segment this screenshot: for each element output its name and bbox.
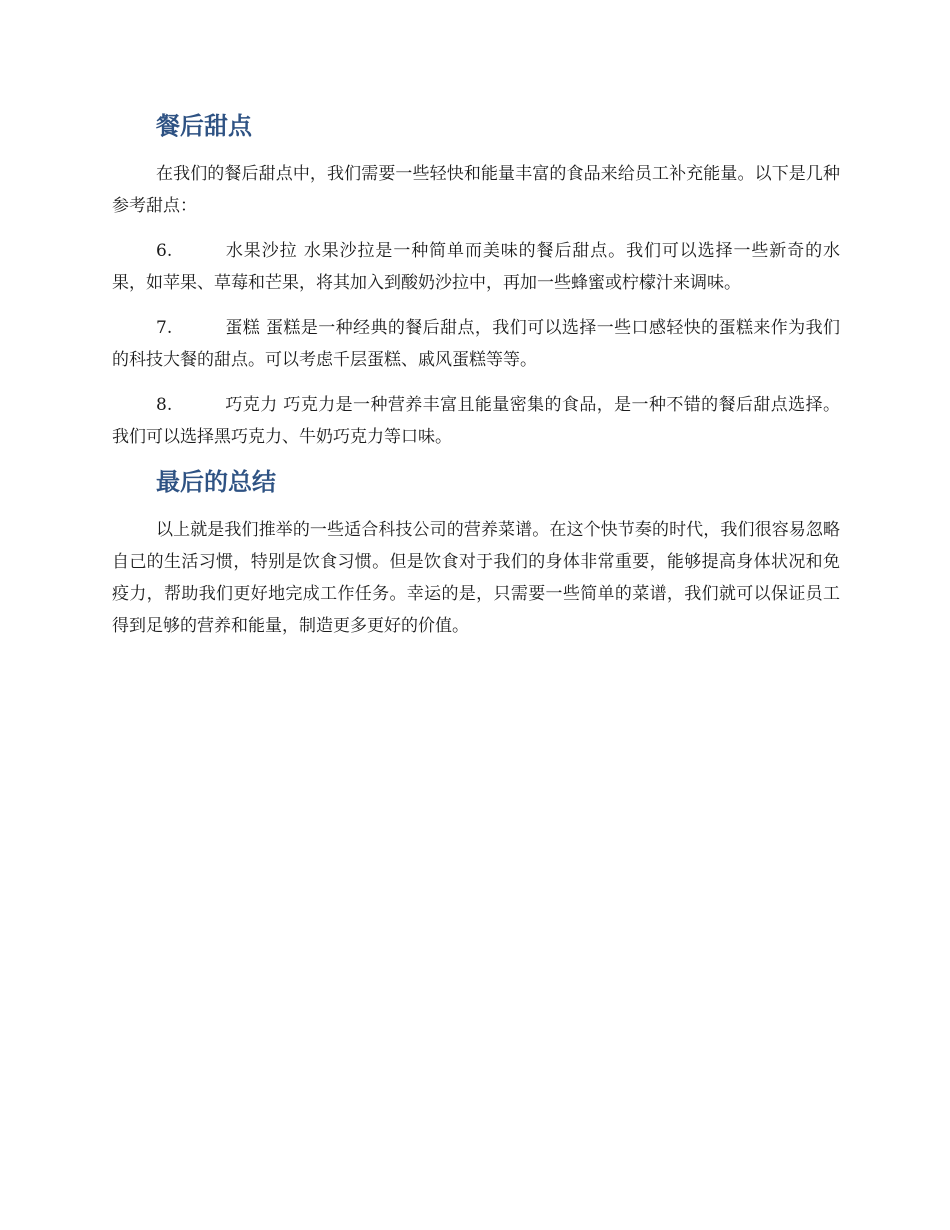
summary-paragraph: 以上就是我们推举的一些适合科技公司的营养菜谱。在这个快节奏的时代，我们很容易忽略自己的生活习惯，特别是饮食习惯。但是饮食对于我们的身体非常重要，能够提高身体状况和免疫力，帮助我们更好地完成工作任务。幸运的是，只需要一些简单的菜谱，我们就可以保证员工得到足够的营养和能量，制造更多更好的价值。 <box>112 520 840 636</box>
list-item-number: 6. <box>156 241 173 261</box>
section-heading-summary: 最后的总结 <box>156 468 276 496</box>
list-item-number: 7. <box>156 318 173 338</box>
desserts-intro-paragraph: 在我们的餐后甜点中，我们需要一些轻快和能量丰富的食品来给员工补充能量。以下是几种参考甜点： <box>112 164 840 216</box>
list-item <box>112 235 840 299</box>
section-heading-desserts: 餐后甜点 <box>156 112 252 140</box>
list-item-text: 蛋糕 蛋糕是一种经典的餐后甜点，我们可以选择一些口感轻快的蛋糕来作为我们的科技大餐的甜点。可以考虑千层蛋糕、戚风蛋糕等等。 <box>112 318 840 370</box>
list-item <box>112 312 840 376</box>
list-item-text: 巧克力 巧克力是一种营养丰富且能量密集的食品，是一种不错的餐后甜点选择。我们可以选择黑巧克力、牛奶巧克力等口味。 <box>112 395 840 447</box>
list-item <box>112 389 840 453</box>
document-page <box>112 104 840 642</box>
list-item-number: 8. <box>156 395 173 415</box>
list-item-text: 水果沙拉 水果沙拉是一种简单而美味的餐后甜点。我们可以选择一些新奇的水果，如苹果、草莓和芒果，将其加入到酸奶沙拉中，再加一些蜂蜜或柠檬汁来调味。 <box>112 241 840 293</box>
